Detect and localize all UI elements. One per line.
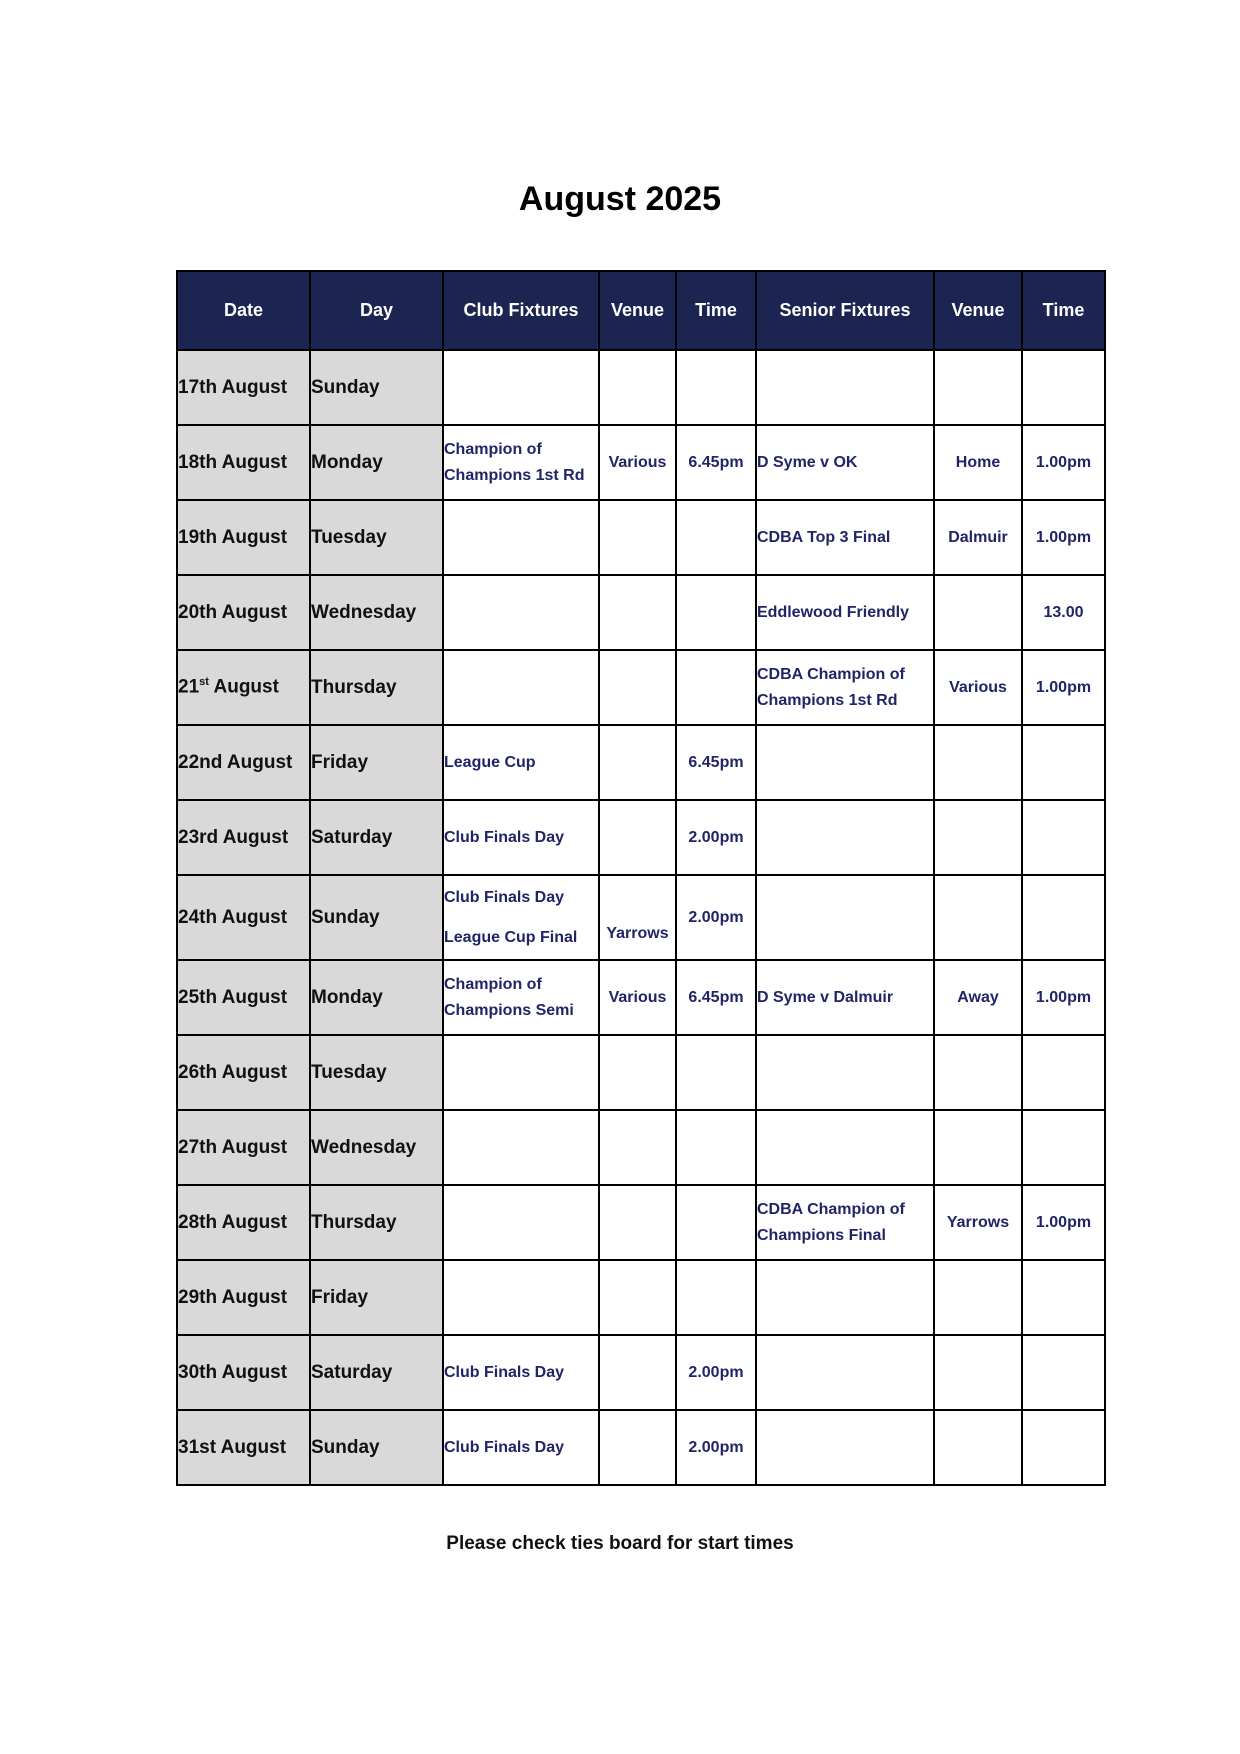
senior-fixture-cell [756,800,934,875]
date-cell: 20th August [177,575,310,650]
club-fixture-cell: Club Finals Day [443,1410,599,1485]
senior-fixture-cell: Eddlewood Friendly [756,575,934,650]
table-row [177,650,1105,725]
date-cell: 17th August [177,350,310,425]
club-venue-cell [599,1410,676,1485]
day-cell: Friday [310,1260,443,1335]
club-time-cell [676,1035,756,1110]
day-cell: Monday [310,960,443,1035]
club-time-cell: 2.00pm [676,1410,756,1485]
club-fixture-cell [443,650,599,725]
club-venue-cell [599,800,676,875]
date-cell: 27th August [177,1110,310,1185]
day-cell: Tuesday [310,1035,443,1110]
club-time-cell [676,500,756,575]
table-row [177,350,1105,425]
club-venue-cell: Yarrows [599,875,676,960]
header-senior-time: Time [1022,271,1105,350]
date-cell: 22nd August [177,725,310,800]
page-title: August 2025 [518,180,722,218]
club-fixture-cell [443,1035,599,1110]
table-row [177,725,1105,800]
club-venue-cell [599,350,676,425]
table-row [177,1410,1105,1485]
club-venue-cell: Various [599,960,676,1035]
header-club-fixtures: Club Fixtures [443,271,599,350]
table-row [177,500,1105,575]
club-venue-cell [599,725,676,800]
date-cell: 23rd August [177,800,310,875]
senior-venue-cell: Away [934,960,1022,1035]
club-fixture-cell: Champion of Champions 1st Rd [443,425,599,500]
club-fixture-cell: League Cup [443,725,599,800]
date-suffix: st [199,676,209,689]
table-row [177,800,1105,875]
day-cell: Sunday [310,1410,443,1485]
club-venue-cell [599,1185,676,1260]
club-fixture-line: League Cup Final [444,928,578,946]
header-senior-fixtures: Senior Fixtures [756,271,934,350]
date-cell: 28th August [177,1185,310,1260]
senior-fixture-cell: D Syme v Dalmuir [756,960,934,1035]
table-row [177,1260,1105,1335]
senior-fixture-cell [756,1110,934,1185]
senior-fixture-cell [756,350,934,425]
club-time-cell [676,575,756,650]
senior-time-cell [1022,1335,1105,1410]
day-cell: Friday [310,725,443,800]
senior-time-cell: 1.00pm [1022,960,1105,1035]
club-time-cell: 2.00pm [676,800,756,875]
senior-venue-cell: Home [934,425,1022,500]
club-venue-cell: Various [599,425,676,500]
senior-fixture-cell [756,1335,934,1410]
footer-note: Please check ties board for start times [446,1533,794,1554]
date-cell: 18th August [177,425,310,500]
club-fixture-cell [443,1185,599,1260]
date-cell: 31st August [177,1410,310,1485]
club-venue-cell [599,1335,676,1410]
senior-fixture-cell: CDBA Champion of Champions Final [756,1185,934,1260]
club-fixture-cell [443,575,599,650]
header-date: Date [177,271,310,350]
club-venue-cell [599,1110,676,1185]
club-fixture-cell [443,1110,599,1185]
senior-venue-cell [934,1410,1022,1485]
day-cell: Saturday [310,1335,443,1410]
club-venue-cell [599,1035,676,1110]
club-fixture-cell: Club Finals Day [443,1335,599,1410]
senior-venue-cell: Various [934,650,1022,725]
date-cell: 25th August [177,960,310,1035]
date-number: 21 [178,676,200,698]
club-fixture-cell [443,500,599,575]
day-cell: Tuesday [310,500,443,575]
header-day: Day [310,271,443,350]
club-time-cell: 2.00pm [676,1335,756,1410]
date-cell: 26th August [177,1035,310,1110]
header-club-time: Time [676,271,756,350]
header-row [177,271,1105,350]
senior-time-cell [1022,1410,1105,1485]
club-fixture-cell [443,1260,599,1335]
club-fixture-line: Club Finals Day [444,888,565,906]
club-venue-cell [599,575,676,650]
senior-venue-cell: Yarrows [934,1185,1022,1260]
day-cell: Sunday [310,350,443,425]
table-row [177,1035,1105,1110]
senior-venue-cell [934,875,1022,960]
senior-fixture-cell [756,1410,934,1485]
senior-venue-cell [934,350,1022,425]
senior-venue-cell [934,1035,1022,1110]
senior-time-cell: 1.00pm [1022,650,1105,725]
senior-venue-cell [934,725,1022,800]
club-time-cell [676,350,756,425]
header-senior-venue: Venue [934,271,1022,350]
senior-time-cell [1022,1110,1105,1185]
table-row [177,1185,1105,1260]
club-time-cell: 6.45pm [676,960,756,1035]
senior-time-cell [1022,875,1105,960]
date-month: August [208,676,279,698]
senior-fixture-cell: CDBA Top 3 Final [756,500,934,575]
table-row [177,960,1105,1035]
senior-time-cell [1022,1035,1105,1110]
day-cell: Sunday [310,875,443,960]
senior-fixture-cell [756,1260,934,1335]
day-cell: Thursday [310,1185,443,1260]
date-cell: 29th August [177,1260,310,1335]
club-time-cell: 6.45pm [676,725,756,800]
club-time-cell [676,650,756,725]
table-row [177,875,1105,960]
senior-time-cell [1022,800,1105,875]
club-time-cell [676,1260,756,1335]
senior-venue-cell [934,1335,1022,1410]
senior-fixture-cell [756,875,934,960]
senior-venue-cell [934,1260,1022,1335]
table-row [177,425,1105,500]
club-fixture-cell: Club Finals Day [443,800,599,875]
senior-time-cell: 13.00 [1022,575,1105,650]
day-cell: Monday [310,425,443,500]
senior-time-cell: 1.00pm [1022,500,1105,575]
header-club-venue: Venue [599,271,676,350]
senior-time-cell: 1.00pm [1022,425,1105,500]
senior-time-cell [1022,1260,1105,1335]
club-fixture-cell [443,350,599,425]
senior-fixture-cell [756,1035,934,1110]
senior-fixture-cell: CDBA Champion of Champions 1st Rd [756,650,934,725]
club-time-cell: 6.45pm [676,425,756,500]
day-cell: Thursday [310,650,443,725]
senior-venue-cell [934,575,1022,650]
table-row [177,1335,1105,1410]
fixtures-table [176,270,1106,1486]
club-venue-cell [599,650,676,725]
club-time-cell [676,1185,756,1260]
day-cell: Wednesday [310,575,443,650]
senior-venue-cell [934,800,1022,875]
club-fixture-cell [443,875,599,960]
day-cell: Saturday [310,800,443,875]
club-fixture-cell: Champion of Champions Semi [443,960,599,1035]
club-venue-cell [599,1260,676,1335]
date-cell: 30th August [177,1335,310,1410]
club-time-cell [676,1110,756,1185]
senior-venue-cell [934,1110,1022,1185]
senior-time-cell: 1.00pm [1022,1185,1105,1260]
senior-fixture-cell [756,725,934,800]
date-cell: 19th August [177,500,310,575]
club-venue-cell [599,500,676,575]
club-time-cell: 2.00pm [676,875,756,960]
date-cell [177,650,310,725]
senior-fixture-cell: D Syme v OK [756,425,934,500]
senior-time-cell [1022,725,1105,800]
table-row [177,1110,1105,1185]
senior-time-cell [1022,350,1105,425]
table-row [177,575,1105,650]
day-cell: Wednesday [310,1110,443,1185]
date-cell: 24th August [177,875,310,960]
senior-venue-cell: Dalmuir [934,500,1022,575]
